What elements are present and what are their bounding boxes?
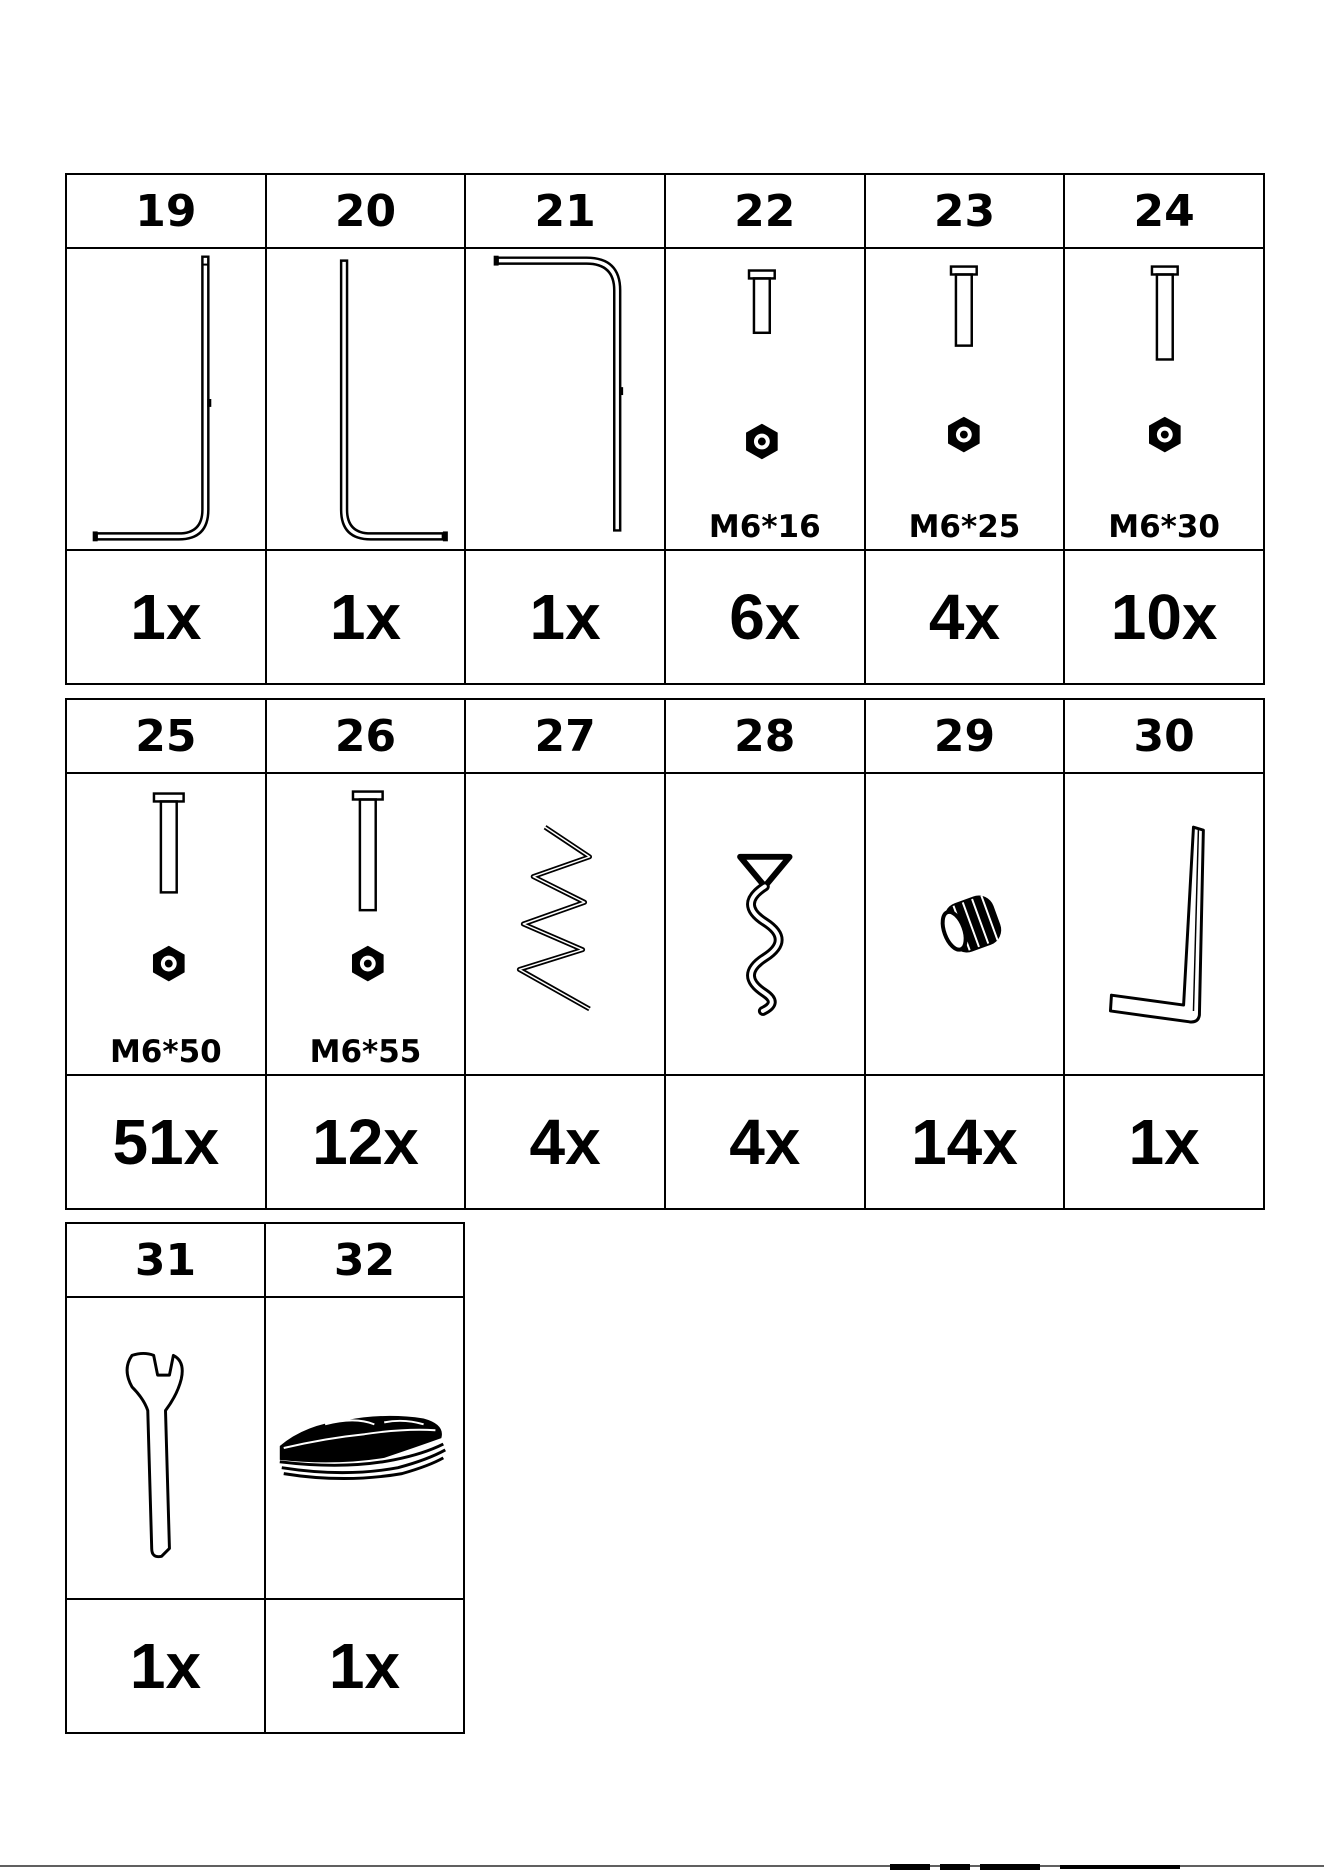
- part-number: 20: [266, 174, 466, 248]
- part-quantity: 1x: [66, 550, 266, 684]
- bolt-nut-icon: [666, 249, 864, 549]
- part-quantity: 1x: [266, 550, 466, 684]
- part-number: 22: [665, 174, 865, 248]
- part-image-cell: [66, 248, 266, 550]
- part-number: 28: [665, 699, 865, 773]
- part-quantity: 4x: [865, 550, 1065, 684]
- allen-key-icon: [1065, 774, 1263, 1074]
- parts-table-row-2: [65, 698, 1265, 1210]
- bolt-size-label: M6*30: [1108, 509, 1220, 545]
- part-quantity: 12x: [266, 1075, 466, 1209]
- part-image-cell: [66, 1297, 265, 1599]
- parts-table-row-1: [65, 173, 1265, 685]
- part-number: 27: [465, 699, 665, 773]
- end-cap-icon: [866, 774, 1064, 1074]
- part-quantity: 1x: [265, 1599, 464, 1733]
- part-image-cell: [665, 773, 865, 1075]
- part-number: 32: [265, 1223, 464, 1297]
- part-quantity: 14x: [865, 1075, 1065, 1209]
- part-number: 24: [1064, 174, 1264, 248]
- page-edge-marks: [0, 1862, 1324, 1872]
- parts-table-row-3: [65, 1222, 465, 1734]
- part-number: 23: [865, 174, 1065, 248]
- bolt-nut-icon: [67, 774, 265, 1074]
- part-number: 25: [66, 699, 266, 773]
- part-quantity: 1x: [66, 1599, 265, 1733]
- part-image-cell: [266, 248, 466, 550]
- part-quantity: 6x: [665, 550, 865, 684]
- part-image-cell: [465, 773, 665, 1075]
- part-quantity: 4x: [665, 1075, 865, 1209]
- part-quantity: 51x: [66, 1075, 266, 1209]
- wrench-icon: [67, 1298, 264, 1598]
- part-image-cell: [1064, 248, 1264, 550]
- bolt-size-label: M6*50: [109, 1034, 222, 1070]
- part-quantity: 1x: [465, 550, 665, 684]
- fabric-cover-icon: [266, 1298, 463, 1598]
- bolt-nut-icon: [1065, 249, 1263, 549]
- part-number: 19: [66, 174, 266, 248]
- l-pole-right-icon: [267, 249, 465, 549]
- bolt-size-label: M6*55: [309, 1034, 422, 1070]
- part-image-cell: [66, 773, 266, 1075]
- part-number: 26: [266, 699, 466, 773]
- part-image-cell: [265, 1297, 464, 1599]
- part-number: 31: [66, 1223, 265, 1297]
- part-image-cell: [865, 248, 1065, 550]
- part-quantity: 4x: [465, 1075, 665, 1209]
- bent-top-pole-icon: [466, 249, 664, 549]
- part-image-cell: [266, 773, 466, 1075]
- part-image-cell: [865, 773, 1065, 1075]
- bolt-nut-icon: [267, 774, 465, 1074]
- part-image-cell: [465, 248, 665, 550]
- l-pole-left-icon: [67, 249, 265, 549]
- part-quantity: 10x: [1064, 550, 1264, 684]
- part-quantity: 1x: [1064, 1075, 1264, 1209]
- part-number: 29: [865, 699, 1065, 773]
- bolt-size-label: M6*25: [908, 509, 1021, 545]
- part-image-cell: [665, 248, 865, 550]
- bolt-size-label: M6*16: [708, 509, 821, 545]
- bolt-nut-icon: [866, 249, 1064, 549]
- part-number: 21: [465, 174, 665, 248]
- part-number: 30: [1064, 699, 1264, 773]
- ground-anchor-icon: [666, 774, 864, 1074]
- part-image-cell: [1064, 773, 1264, 1075]
- spring-icon: [466, 774, 664, 1074]
